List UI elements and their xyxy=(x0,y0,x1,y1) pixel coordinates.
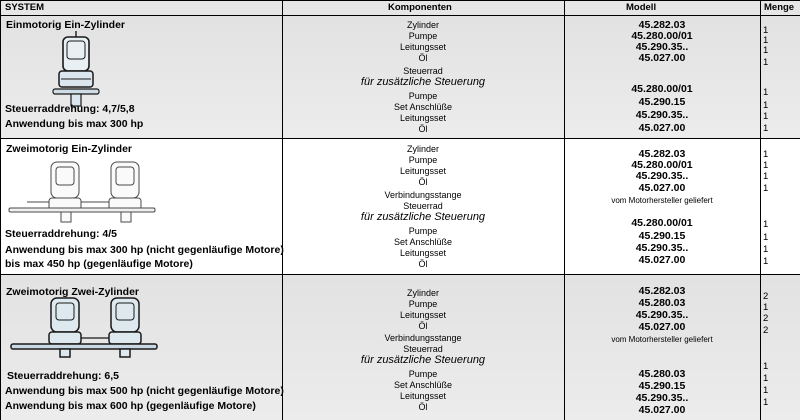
quantity-cell: 1 xyxy=(763,87,769,98)
section-divider xyxy=(1,138,800,139)
header-model: Modell xyxy=(626,2,657,13)
model-cell: 45.027.00 xyxy=(638,321,686,333)
section-info-line: Steuerraddrehung: 4/5 xyxy=(5,228,118,240)
model-cell: 45.280.00/01 xyxy=(631,159,693,171)
model-cell: 45.290.35.. xyxy=(635,392,689,404)
component-cell: für zusätzliche Steuerung xyxy=(360,354,486,366)
component-cell: Steuerrad xyxy=(403,201,443,211)
model-cell: 45.282.03 xyxy=(638,148,686,160)
model-cell: 45.290.35.. xyxy=(635,309,689,321)
quantity-cell: 1 xyxy=(763,45,769,56)
model-cell: 45.280.03 xyxy=(638,297,686,309)
model-cell: 45.280.00/01 xyxy=(631,30,693,42)
component-cell: für zusätzliche Steuerung xyxy=(360,211,486,223)
quantity-cell: 1 xyxy=(763,244,769,255)
quantity-cell: 2 xyxy=(763,313,769,324)
component-cell: Set Anschlüße xyxy=(393,237,453,247)
component-cell: Öl xyxy=(418,259,428,269)
component-cell: Öl xyxy=(418,321,428,331)
column-divider xyxy=(760,1,761,420)
column-divider xyxy=(564,1,565,420)
twin-cylinder-illustration xyxy=(9,296,159,358)
component-cell: Pumpe xyxy=(408,226,438,236)
section-twin-engine-single-cylinder xyxy=(1,138,800,274)
section-info-line: Anwendung bis max 500 hp (nicht gegenläufige Motore) xyxy=(5,385,284,397)
component-cell: Leitungsset xyxy=(399,310,447,320)
model-cell: 45.280.03 xyxy=(638,368,686,380)
model-cell: 45.282.03 xyxy=(638,285,686,297)
component-cell: Pumpe xyxy=(408,91,438,101)
component-cell: Pumpe xyxy=(408,31,438,41)
component-cell: Öl xyxy=(418,177,428,187)
model-cell: 45.290.15 xyxy=(638,380,686,392)
quantity-cell: 1 xyxy=(763,232,769,243)
header-system: SYSTEM xyxy=(5,2,45,13)
twin-engine-illustration xyxy=(7,158,157,226)
quantity-cell: 1 xyxy=(763,25,769,36)
model-cell: 45.290.35.. xyxy=(635,170,689,182)
model-cell: 45.027.00 xyxy=(638,52,686,64)
component-cell: Öl xyxy=(418,402,428,412)
component-cell: Pumpe xyxy=(408,299,438,309)
column-divider xyxy=(282,1,283,420)
model-cell: 45.290.15 xyxy=(638,230,686,242)
model-cell: 45.027.00 xyxy=(638,254,686,266)
header-components: Komponenten xyxy=(388,2,452,13)
model-cell: 45.280.00/01 xyxy=(631,83,693,95)
model-cell: 45.290.15 xyxy=(638,96,686,108)
component-cell: Pumpe xyxy=(408,369,438,379)
quantity-cell: 1 xyxy=(763,111,769,122)
model-cell: 45.027.00 xyxy=(638,404,686,416)
component-cell: Öl xyxy=(418,53,428,63)
quantity-cell: 1 xyxy=(763,35,769,46)
component-cell: Set Anschlüße xyxy=(393,102,453,112)
quantity-cell: 1 xyxy=(763,373,769,384)
section-info-line: Steuerraddrehung: 6,5 xyxy=(7,370,120,382)
model-cell: 45.280.00/01 xyxy=(631,217,693,229)
quantity-cell: 2 xyxy=(763,325,769,336)
model-cell: 45.290.35.. xyxy=(635,109,689,121)
section-info-line: Steuerraddrehung: 4,7/5,8 xyxy=(5,103,135,115)
quantity-cell: 1 xyxy=(763,183,769,194)
table-header xyxy=(1,1,800,15)
model-cell: 45.290.35.. xyxy=(635,242,689,254)
steering-cylinder-illustration xyxy=(51,31,101,109)
quantity-cell: 1 xyxy=(763,397,769,408)
component-cell: Steuerrad xyxy=(403,344,443,354)
section-title: Zweimotorig Zwei-Zylinder xyxy=(6,286,140,298)
section-info-line: bis max 450 hp (gegenläufige Motore) xyxy=(5,258,193,270)
quantity-cell: 1 xyxy=(763,160,769,171)
quantity-cell: 1 xyxy=(763,256,769,267)
section-info-line: Anwendung bis max 600 hp (gegenläufige Motore) xyxy=(5,400,256,412)
component-cell: Set Anschlüße xyxy=(393,380,453,390)
quantity-cell: 1 xyxy=(763,149,769,160)
section-single-engine-single-cylinder xyxy=(1,15,800,138)
quantity-cell: 1 xyxy=(763,100,769,111)
quantity-cell: 1 xyxy=(763,219,769,230)
section-title: Einmotorig Ein-Zylinder xyxy=(6,19,126,31)
section-twin-engine-twin-cylinder xyxy=(1,274,800,420)
section-info-line: Anwendung bis max 300 hp xyxy=(5,118,144,130)
model-cell: 45.027.00 xyxy=(638,122,686,134)
quantity-cell: 1 xyxy=(763,57,769,68)
component-cell: Zylinder xyxy=(406,288,439,298)
quantity-cell: 1 xyxy=(763,302,769,313)
component-cell: Zylinder xyxy=(406,20,439,30)
header-divider xyxy=(1,15,800,16)
component-cell: Leitungsset xyxy=(399,166,447,176)
model-cell-note: vom Motorhersteller geliefert xyxy=(611,335,713,344)
component-cell: Öl xyxy=(418,124,428,134)
quantity-cell: 1 xyxy=(763,361,769,372)
component-cell: Steuerrad xyxy=(403,66,443,76)
section-title: Zweimotorig Ein-Zylinder xyxy=(6,143,133,155)
model-cell: 45.027.00 xyxy=(638,182,686,194)
component-cell: Leitungsset xyxy=(399,113,447,123)
section-info-line: Anwendung bis max 300 hp (nicht gegenläufige Motore) xyxy=(5,244,284,256)
quantity-cell: 1 xyxy=(763,123,769,134)
component-cell: Verbindungsstange xyxy=(384,333,462,343)
component-cell: Zylinder xyxy=(406,144,439,154)
section-divider xyxy=(1,274,800,275)
model-cell: 45.290.35.. xyxy=(635,41,689,53)
component-cell: für zusätzliche Steuerung xyxy=(360,76,486,88)
component-cell: Leitungsset xyxy=(399,248,447,258)
quantity-cell: 1 xyxy=(763,385,769,396)
component-cell: Verbindungsstange xyxy=(384,190,462,200)
component-cell: Leitungsset xyxy=(399,391,447,401)
component-cell: Leitungsset xyxy=(399,42,447,52)
model-cell-note: vom Motorhersteller geliefert xyxy=(611,196,713,205)
quantity-cell: 2 xyxy=(763,291,769,302)
model-cell: 45.282.03 xyxy=(638,19,686,31)
header-quantity: Menge xyxy=(764,2,795,13)
quantity-cell: 1 xyxy=(763,171,769,182)
component-cell: Pumpe xyxy=(408,155,438,165)
